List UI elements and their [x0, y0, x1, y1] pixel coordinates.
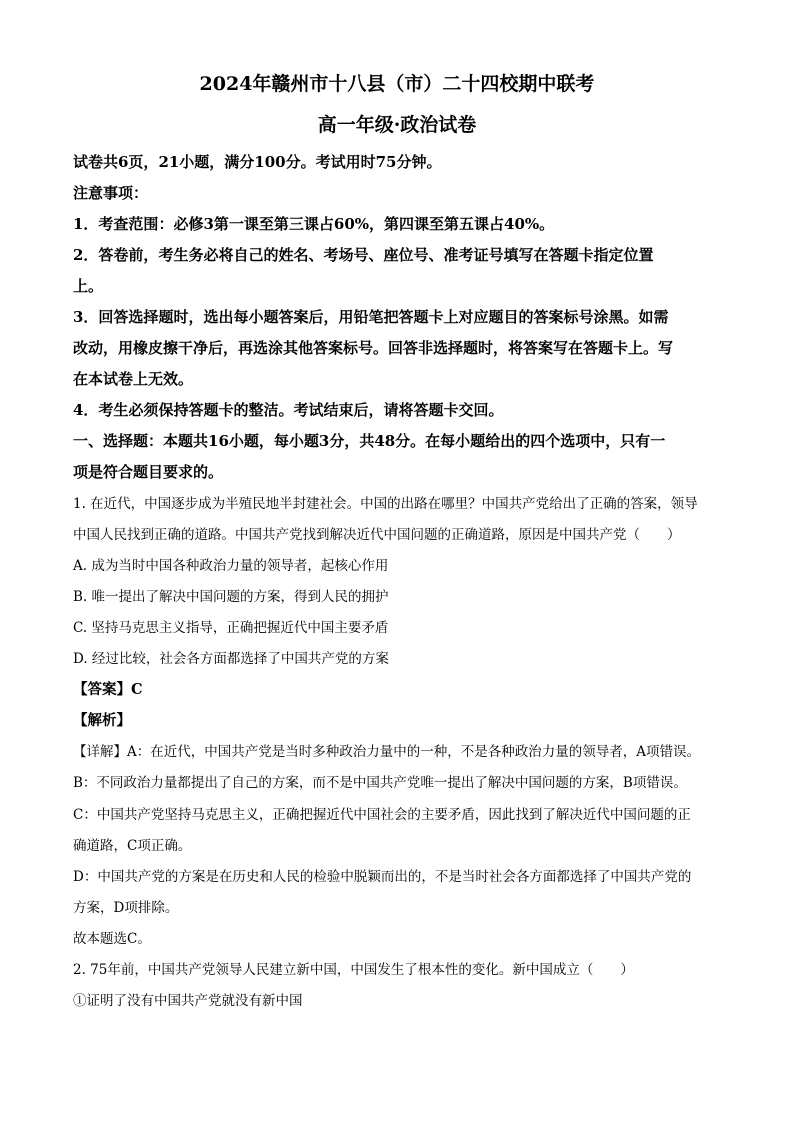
- note-line: 改动，用橡皮擦干净后，再选涂其他答案标号。回答非选择题时，将答案写在答题卡上。写: [73, 339, 674, 357]
- exam-subtitle: 高一年级·政治试卷: [317, 114, 477, 136]
- analysis-line: 确道路，C项正确。: [73, 838, 192, 854]
- section-heading: 项是符合题目要求的。: [73, 463, 224, 481]
- note-line: 3．回答选择题时，选出每小题答案后，用铅笔把答题卡上对应题目的答案标号涂黑。如需: [73, 308, 669, 326]
- analysis-line: D：中国共产党的方案是在历史和人民的检验中脱颖而出的，不是当时社会各方面都选择了中国共产党的: [73, 869, 692, 885]
- note-line: 上。: [73, 277, 104, 295]
- option-c: C. 坚持马克思主义指导，正确把握近代中国主要矛盾: [73, 620, 389, 636]
- question-stem: 2. 75年前，中国共产党领导人民建立新中国，中国发生了根本性的变化。新中国成立（ ）: [73, 962, 634, 978]
- analysis-label: 【解析】: [73, 712, 131, 729]
- analysis-line: B：不同政治力量都提出了自己的方案，而不是中国共产党唯一提出了解决中国问题的方案，B项错误。: [73, 775, 687, 791]
- note-line: 4．考生必须保持答题卡的整洁。考试结束后，请将答题卡交回。: [73, 401, 504, 419]
- analysis-line: 【详解】A：在近代，中国共产党是当时多种政治力量中的一种，不是各种政治力量的领导者，A项错误。: [73, 744, 700, 760]
- note-line: 在本试卷上无效。: [73, 370, 194, 388]
- analysis-line: 方案，D项排除。: [73, 900, 179, 916]
- note-line: 2．答卷前，考生务必将自己的姓名、考场号、座位号、准考证号填写在答题卡指定位置: [73, 246, 654, 264]
- option-d: D. 经过比较，社会各方面都选择了中国共产党的方案: [73, 651, 389, 667]
- question-stem: 中国人民找到正确的道路。中国共产党找到解决近代中国问题的正确道路，原因是中国共产党（ ）: [73, 527, 681, 543]
- exam-summary: 试卷共6页，21小题，满分100分。考试用时75分钟。: [73, 153, 442, 171]
- analysis-line: C：中国共产党坚持马克思主义，正确把握近代中国社会的主要矛盾，因此找到了解决近代中国问题的正: [73, 807, 691, 823]
- notes-heading: 注意事项：: [73, 184, 149, 202]
- exam-title: 2024年赣州市十八县（市）二十四校期中联考: [199, 73, 595, 95]
- conclusion-line: 故本题选C。: [73, 931, 151, 947]
- section-heading: 一、选择题：本题共16小题，每小题3分，共48分。在每小题给出的四个选项中，只有一: [73, 432, 666, 450]
- answer-label: 【答案】C: [73, 681, 143, 698]
- question-stem: 1. 在近代，中国逐步成为半殖民地半封建社会。中国的出路在哪里？中国共产党给出了正确的答案，领导: [73, 496, 698, 512]
- note-line: 1．考查范围：必修3第一课至第三课占60%，第四课至第五课占40%。: [73, 215, 555, 233]
- statement-item: ①证明了没有中国共产党就没有新中国: [73, 993, 303, 1009]
- option-b: B. 唯一提出了解决中国问题的方案，得到人民的拥护: [73, 589, 389, 605]
- option-a: A. 成为当时中国各种政治力量的领导者，起核心作用: [73, 558, 389, 574]
